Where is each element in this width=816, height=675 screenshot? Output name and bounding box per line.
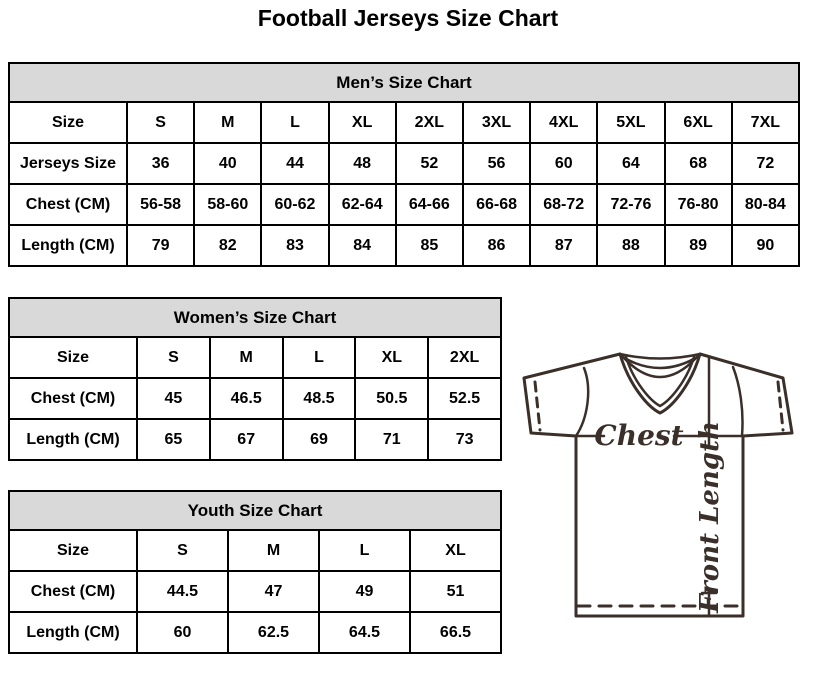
value-cell: 60 [530, 143, 597, 184]
size-header-cell: L [283, 337, 356, 378]
value-cell: 60 [137, 612, 228, 653]
size-header-cell: 5XL [597, 102, 664, 143]
value-cell: 44.5 [137, 571, 228, 612]
row-label: Size [9, 530, 137, 571]
cuff-dashed-line-left [535, 382, 540, 430]
row-label: Length (CM) [9, 225, 127, 266]
table-header-row [9, 337, 501, 378]
table-row [9, 225, 799, 266]
value-cell: 86 [463, 225, 530, 266]
value-cell: 66-68 [463, 184, 530, 225]
value-cell: 72-76 [597, 184, 664, 225]
size-header-cell: M [194, 102, 261, 143]
size-header-cell: 7XL [732, 102, 799, 143]
value-cell: 49 [319, 571, 410, 612]
front-length-label: Front Length [695, 421, 725, 613]
value-cell: 47 [228, 571, 319, 612]
value-cell: 82 [194, 225, 261, 266]
value-cell: 60-62 [261, 184, 328, 225]
value-cell: 65 [137, 419, 210, 460]
value-cell: 45 [137, 378, 210, 419]
table-row [9, 378, 501, 419]
row-label: Length (CM) [9, 612, 137, 653]
value-cell: 62.5 [228, 612, 319, 653]
value-cell: 79 [127, 225, 194, 266]
youth-size-table [8, 490, 502, 654]
size-header-cell: S [137, 337, 210, 378]
value-cell: 40 [194, 143, 261, 184]
size-header-cell: XL [329, 102, 396, 143]
table-title-row [9, 63, 799, 102]
value-cell: 52.5 [428, 378, 501, 419]
size-header-cell: L [319, 530, 410, 571]
value-cell: 87 [530, 225, 597, 266]
row-label: Chest (CM) [9, 571, 137, 612]
value-cell: 68 [665, 143, 732, 184]
value-cell: 80-84 [732, 184, 799, 225]
size-header-cell: XL [410, 530, 501, 571]
mens-size-table [8, 62, 800, 267]
value-cell: 56 [463, 143, 530, 184]
table-title-row [9, 298, 501, 337]
value-cell: 85 [396, 225, 463, 266]
row-label: Jerseys Size [9, 143, 127, 184]
table-header-row [9, 530, 501, 571]
value-cell: 64-66 [396, 184, 463, 225]
armhole-seam-left [576, 368, 588, 436]
womens-size-table [8, 297, 502, 461]
value-cell: 90 [732, 225, 799, 266]
jersey-diagram [512, 330, 812, 675]
table-row [9, 184, 799, 225]
value-cell: 71 [355, 419, 428, 460]
value-cell: 51 [410, 571, 501, 612]
value-cell: 72 [732, 143, 799, 184]
value-cell: 68-72 [530, 184, 597, 225]
size-header-cell: M [210, 337, 283, 378]
value-cell: 52 [396, 143, 463, 184]
table-row [9, 143, 799, 184]
row-label: Size [9, 337, 137, 378]
row-label: Length (CM) [9, 419, 137, 460]
size-header-cell: 2XL [396, 102, 463, 143]
value-cell: 58-60 [194, 184, 261, 225]
value-cell: 64 [597, 143, 664, 184]
table-row [9, 419, 501, 460]
size-header-cell: XL [355, 337, 428, 378]
table-title: Youth Size Chart [9, 491, 501, 530]
table-row [9, 612, 501, 653]
value-cell: 84 [329, 225, 396, 266]
cuff-dashed-line-right [778, 382, 783, 430]
table-title: Men’s Size Chart [9, 63, 799, 102]
value-cell: 89 [665, 225, 732, 266]
size-header-cell: M [228, 530, 319, 571]
size-header-cell: 2XL [428, 337, 501, 378]
size-header-cell: S [127, 102, 194, 143]
size-header-cell: L [261, 102, 328, 143]
row-label: Chest (CM) [9, 378, 137, 419]
value-cell: 69 [283, 419, 356, 460]
value-cell: 83 [261, 225, 328, 266]
size-header-cell: 3XL [463, 102, 530, 143]
chest-label: Chest [594, 419, 684, 452]
row-label: Size [9, 102, 127, 143]
value-cell: 88 [597, 225, 664, 266]
value-cell: 50.5 [355, 378, 428, 419]
value-cell: 36 [127, 143, 194, 184]
table-title-row [9, 491, 501, 530]
value-cell: 62-64 [329, 184, 396, 225]
value-cell: 46.5 [210, 378, 283, 419]
page-title: Football Jerseys Size Chart [257, 5, 559, 31]
value-cell: 44 [261, 143, 328, 184]
value-cell: 67 [210, 419, 283, 460]
value-cell: 66.5 [410, 612, 501, 653]
value-cell: 48.5 [283, 378, 356, 419]
collar-top-line [620, 354, 700, 359]
table-title: Women’s Size Chart [9, 298, 501, 337]
size-header-cell: 4XL [530, 102, 597, 143]
jersey-outline [524, 354, 792, 616]
table-row [9, 571, 501, 612]
armhole-seam-right [733, 367, 743, 436]
value-cell: 76-80 [665, 184, 732, 225]
value-cell: 48 [329, 143, 396, 184]
size-header-cell: 6XL [665, 102, 732, 143]
row-label: Chest (CM) [9, 184, 127, 225]
size-header-cell: S [137, 530, 228, 571]
table-header-row [9, 102, 799, 143]
value-cell: 64.5 [319, 612, 410, 653]
value-cell: 56-58 [127, 184, 194, 225]
value-cell: 73 [428, 419, 501, 460]
